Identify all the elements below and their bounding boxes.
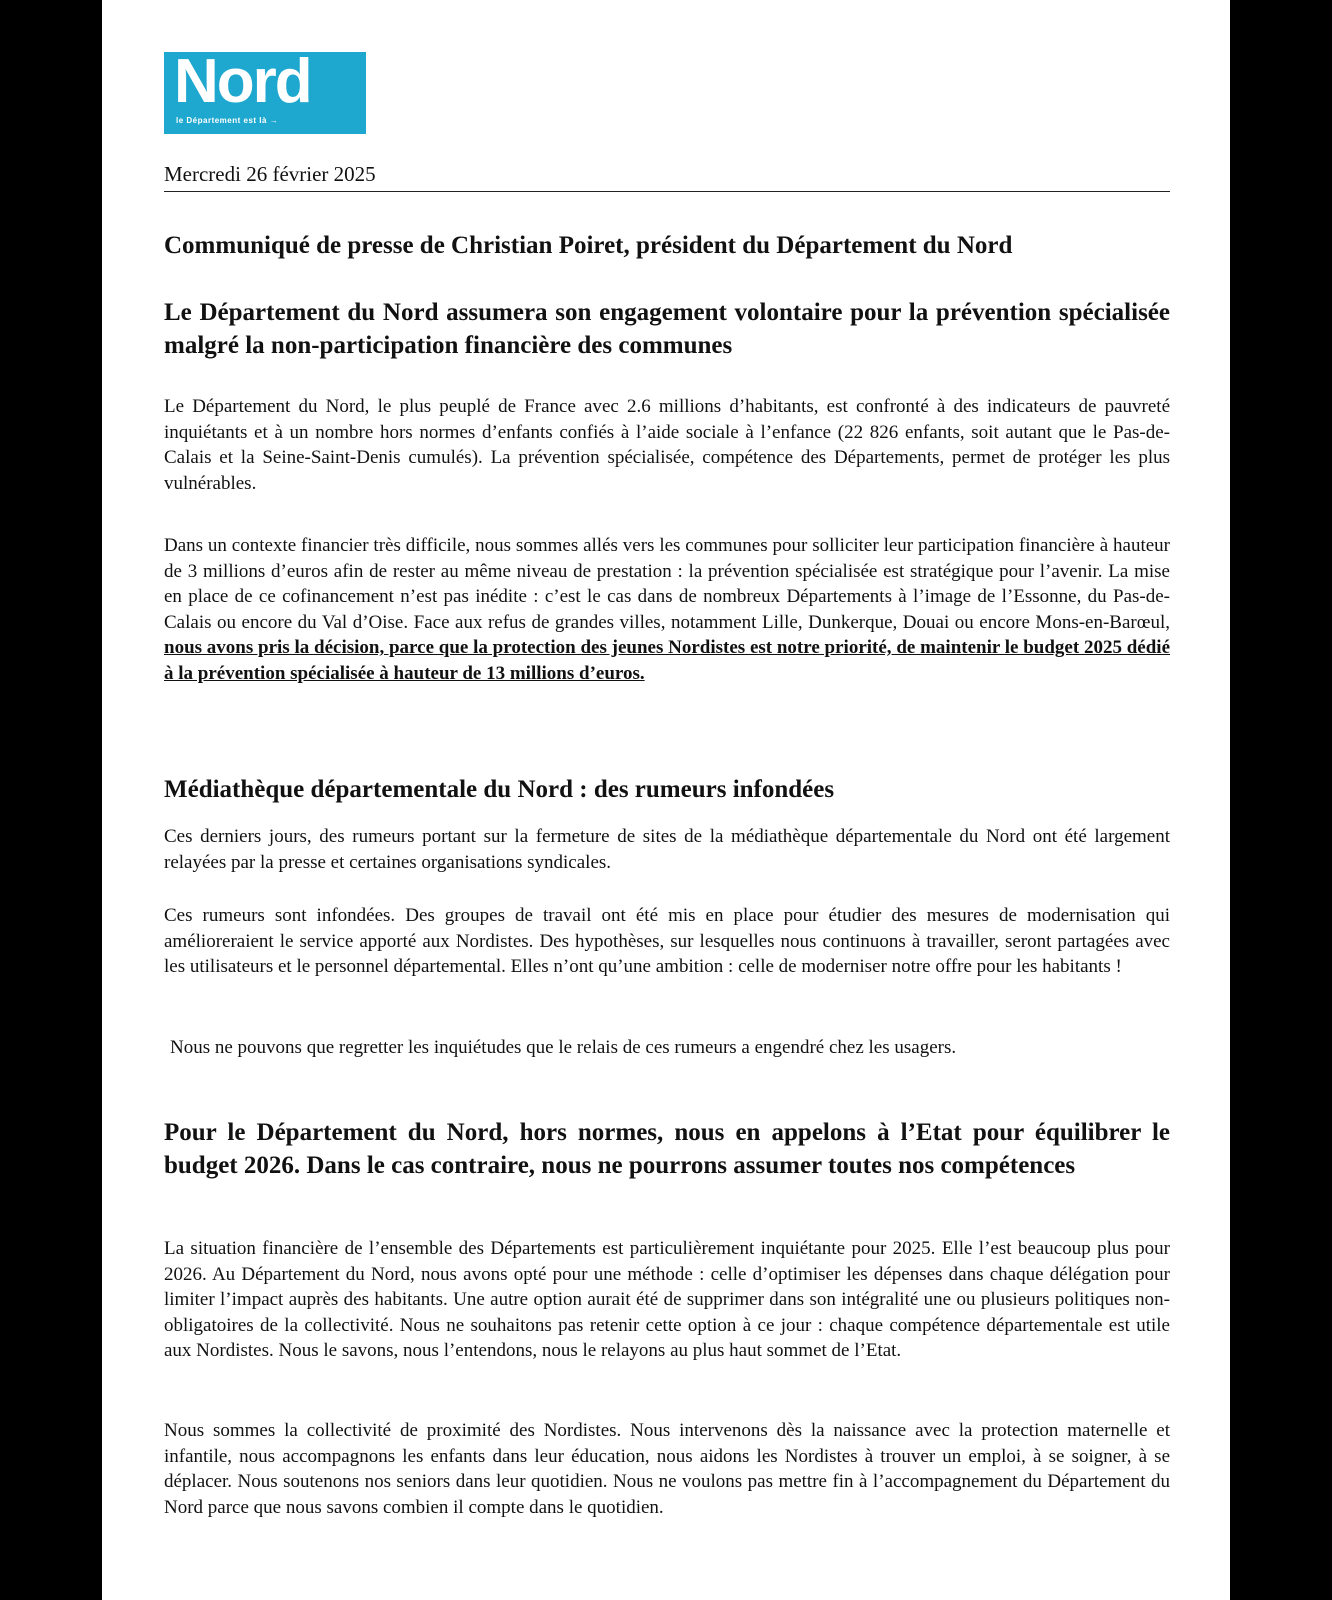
logo-word: Nord (174, 47, 311, 116)
section1-heading: Le Département du Nord assumera son engagement volontaire pour la prévention spécialisée malgré la non-participation financière des communes (164, 299, 1170, 359)
section2-paragraph-1: Ces derniers jours, des rumeurs portant sur la fermeture de sites de la médiathèque départementale du Nord ont été largement relayées par la presse et certaines organisations syndicales. (164, 826, 1170, 873)
press-release-title: Communiqué de presse de Christian Poiret, président du Département du Nord (164, 232, 1013, 259)
section1-paragraph-2-text: Dans un contexte financier très difficile, nous sommes allés vers les communes pour solliciter leur participation financière à hauteur de 3 millions d’euros afin de rester au même niveau de prestation : la prévention spécialisée est stratégique pour l’avenir. La mise en place de ce cofinancement n’est pas inédite : c’est le cas dans de nombreux Départements à l’image de l’Essonne, du Pas-de-Calais ou encore du Val d’Oise. Face aux refus de grandes villes, notamment Lille, Dunkerque, Douai ou encore Mons-en-Barœul, (164, 535, 1170, 633)
section3-heading: Pour le Département du Nord, hors normes, nous en appelons à l’Etat pour équilibrer le budget 2026. Dans le cas contraire, nous ne pourrons assumer toutes nos compétences (164, 1119, 1170, 1179)
nord-logo (164, 47, 366, 134)
section3-paragraph-1: La situation financière de l’ensemble des Départements est particulièrement inquiétante pour 2025. Elle l’est beaucoup plus pour 2026. Au Département du Nord, nous avons opté pour une méthode : celle d’optimiser les dépenses dans chaque délégation pour limiter l’impact auprès des habitants. Une autre option aurait été de supprimer dans son intégralité une ou plusieurs politiques non-obligatoires de la collectivité. Nous ne souhaitons pas retenir cette option à ce jour : chaque compétence départementale est utile aux Nordistes. Nous le savons, nous l’entendons, nous le relayons au plus haut sommet de l’Etat. (164, 1238, 1170, 1362)
section1-paragraph-1: Le Département du Nord, le plus peuplé de France avec 2.6 millions d’habitants, est confronté à des indicateurs de pauvreté inquiétants et à un nombre hors normes d’enfants confiés à l’aide sociale à l’enfance (22 826 enfants, soit autant que le Pas-de-Calais et la Seine-Saint-Denis cumulés). La prévention spécialisée, compétence des Départements, permet de protéger les plus vulnérables. (164, 396, 1170, 494)
header-divider (164, 191, 1170, 192)
press-release-date: Mercredi 26 février 2025 (164, 162, 376, 186)
section2-paragraph-2: Ces rumeurs sont infondées. Des groupes de travail ont été mis en place pour étudier des mesures de modernisation qui amélioreraient le service apporté aux Nordistes. Des hypothèses, sur lesquelles nous continuons à travailler, seront partagées avec les utilisateurs et le personnel départemental. Elles n’ont qu’une ambition : celle de moderniser notre offre pour les habitants ! (164, 905, 1170, 978)
section1-paragraph-2 (164, 533, 1170, 687)
section2-paragraph-3: Nous ne pouvons que regretter les inquiétudes que le relais de ces rumeurs a engendré chez les usagers. (170, 1037, 957, 1058)
section1-emphasis: nous avons pris la décision, parce que la protection des jeunes Nordistes est notre priorité, de maintenir le budget 2025 dédié à la prévention spécialisée à hauteur de 13 millions d’euros. (164, 637, 1170, 684)
document-page (102, 0, 1230, 1600)
section3-paragraph-2: Nous sommes la collectivité de proximité des Nordistes. Nous intervenons dès la naissance avec la protection maternelle et infantile, nous accompagnons les enfants dans leur éducation, nous aidons les Nordistes à trouver un emploi, à se soigner, à se déplacer. Nous soutenons nos seniors dans leur quotidien. Nous ne voulons pas mettre fin à l’accompagnement du Département du Nord parce que nous savons combien il compte dans le quotidien. (164, 1420, 1170, 1518)
section2-heading: Médiathèque départementale du Nord : des rumeurs infondées (164, 776, 835, 803)
logo-tagline: le Département est là → (176, 116, 279, 125)
